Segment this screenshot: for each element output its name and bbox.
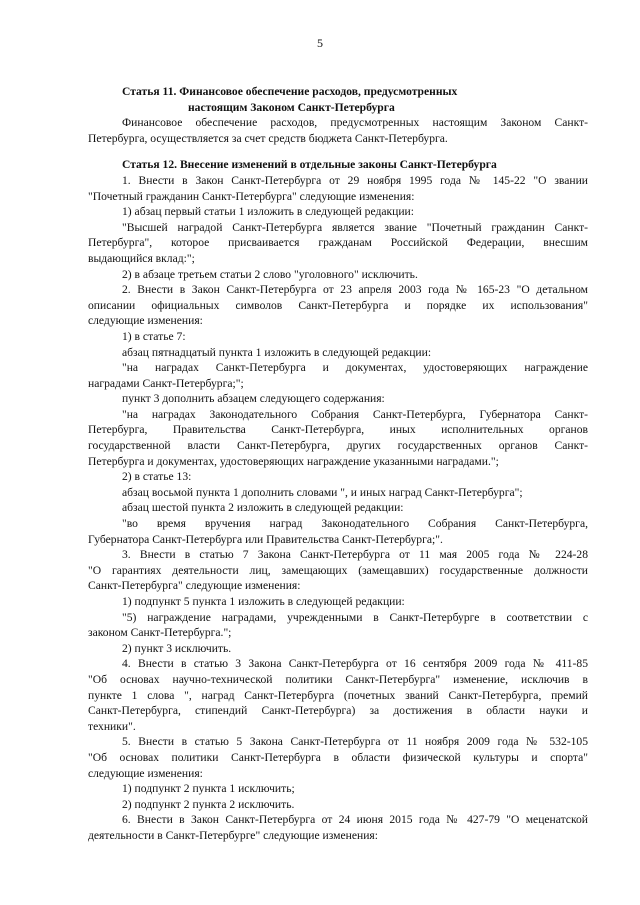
- text-line: техники".: [88, 719, 136, 733]
- text-line: "5) награждение наградами, учрежденными в Санкт-Петербурге в соответствии с: [122, 610, 588, 624]
- text-line: "Почетный гражданин Санкт-Петербурга" следующие изменения:: [88, 189, 415, 203]
- text-line: наградами Санкт-Петербурга;";: [88, 376, 244, 390]
- text-line: 1. Внести в Закон Санкт-Петербурга от 29 ноября 1995 года № 145-22 "О звании: [122, 173, 588, 187]
- text-line: Петербурга и документах, удостоверяющих награждение указанными наградами.";: [88, 454, 499, 468]
- page-number: 5: [317, 36, 323, 50]
- text-line: абзац шестой пункта 2 изложить в следующей редакции:: [122, 501, 404, 515]
- text-line: законом Санкт-Петербурга.";: [88, 626, 232, 640]
- text-line: "во время вручения наград Законодательного Собрания Санкт-Петербурга,: [122, 517, 588, 531]
- text-line: 2) в статье 13:: [122, 470, 192, 484]
- text-line: абзац восьмой пункта 1 дополнить словами ", и иных наград Санкт-Петербурга";: [122, 485, 523, 499]
- text-line: Губернатора Санкт-Петербурга или Правительства Санкт-Петербурга;".: [88, 532, 443, 546]
- text-line: 2) в абзаце третьем статьи 2 слово "уголовного" исключить.: [122, 267, 418, 281]
- text-line: следующие изменения:: [88, 314, 203, 328]
- text-line: 5. Внести в статью 5 Закона Санкт-Петербурга от 11 ноября 2009 года № 532-105: [122, 735, 588, 749]
- article-12-heading: Статья 12. Внесение изменений в отдельные законы Санкт-Петербурга: [122, 158, 497, 172]
- document-body: [88, 84, 588, 844]
- text-line: 1) абзац первый статьи 1 изложить в следующей редакции:: [122, 205, 414, 219]
- text-line: 1) в статье 7:: [122, 329, 186, 343]
- article-11-text-line: Финансовое обеспечение расходов, предусмотренных настоящим Законом Санкт-: [122, 116, 588, 130]
- text-line: 1) подпункт 5 пункта 1 изложить в следующей редакции:: [122, 595, 405, 608]
- text-line: "на наградах Законодательного Собрания Санкт-Петербурга, Губернатора Санкт-: [122, 407, 588, 421]
- text-line: "Об основах научно-технической политики Санкт-Петербурга" изменение, исключив в: [88, 672, 588, 686]
- text-line: пункте 1 слова ", наград Санкт-Петербурга (почетных званий Санкт-Петербурга, премий: [88, 688, 588, 702]
- text-line: 2) пункт 3 исключить.: [122, 641, 232, 655]
- text-line: "Об основах политики Санкт-Петербурга в области физической культуры и спорта": [88, 750, 588, 764]
- text-line: "на наградах Санкт-Петербурга и документах, удостоверяющих награждение: [122, 361, 588, 375]
- article-11-heading-line-2: настоящим Законом Санкт-Петербурга: [188, 100, 395, 114]
- article-11-heading-line-1: Статья 11. Финансовое обеспечение расходов, предусмотренных: [122, 85, 458, 98]
- text-line: Петербурга, Правительства Санкт-Петербурга, иных исполнительных органов: [88, 423, 588, 437]
- text-line: 2) подпункт 2 пункта 2 исключить.: [122, 797, 295, 811]
- text-line: следующие изменения:: [88, 766, 203, 780]
- text-line: Петербурга", которое присваивается гражданам Российской Федерации, внесшим: [88, 236, 588, 250]
- text-line: "О гарантиях деятельности лиц, замещающих (замещавших) государственные должности: [88, 563, 588, 577]
- text-line: выдающийся вклад:";: [88, 251, 195, 265]
- text-line: 6. Внести в Закон Санкт-Петербурга от 24 июня 2015 года № 427-79 "О меценатской: [122, 813, 588, 827]
- text-line: деятельности в Санкт-Петербурге" следующие изменения:: [88, 828, 378, 842]
- text-line: Санкт-Петербурга" следующие изменения:: [88, 579, 301, 593]
- text-line: государственной власти Санкт-Петербурга, других государственных органов Санкт-: [88, 439, 588, 453]
- text-line: описании официальных символов Санкт-Петербурга и порядке их использования": [88, 298, 588, 312]
- text-line: 4. Внести в статью 3 Закона Санкт-Петербурга от 16 сентября 2009 года № 411-85: [122, 657, 588, 671]
- text-line: Санкт-Петербурга, стипендий Санкт-Петербурга) за достижения в области науки и: [88, 704, 588, 718]
- text-line: пункт 3 дополнить абзацем следующего содержания:: [122, 392, 385, 406]
- text-line: абзац пятнадцатый пункта 1 изложить в следующей редакции:: [122, 345, 432, 359]
- article-11-text-line: Петербурга, осуществляется за счет средств бюджета Санкт-Петербурга.: [88, 131, 448, 145]
- text-line: 1) подпункт 2 пункта 1 исключить;: [122, 782, 295, 796]
- text-line: 2. Внести в Закон Санкт-Петербурга от 23 апреля 2003 года № 165-23 "О детальном: [122, 283, 588, 297]
- text-line: "Высшей наградой Санкт-Петербурга является звание "Почетный гражданин Санкт-: [122, 220, 588, 234]
- text-line: 3. Внести в статью 7 Закона Санкт-Петербурга от 11 мая 2005 года № 224-28: [122, 548, 588, 562]
